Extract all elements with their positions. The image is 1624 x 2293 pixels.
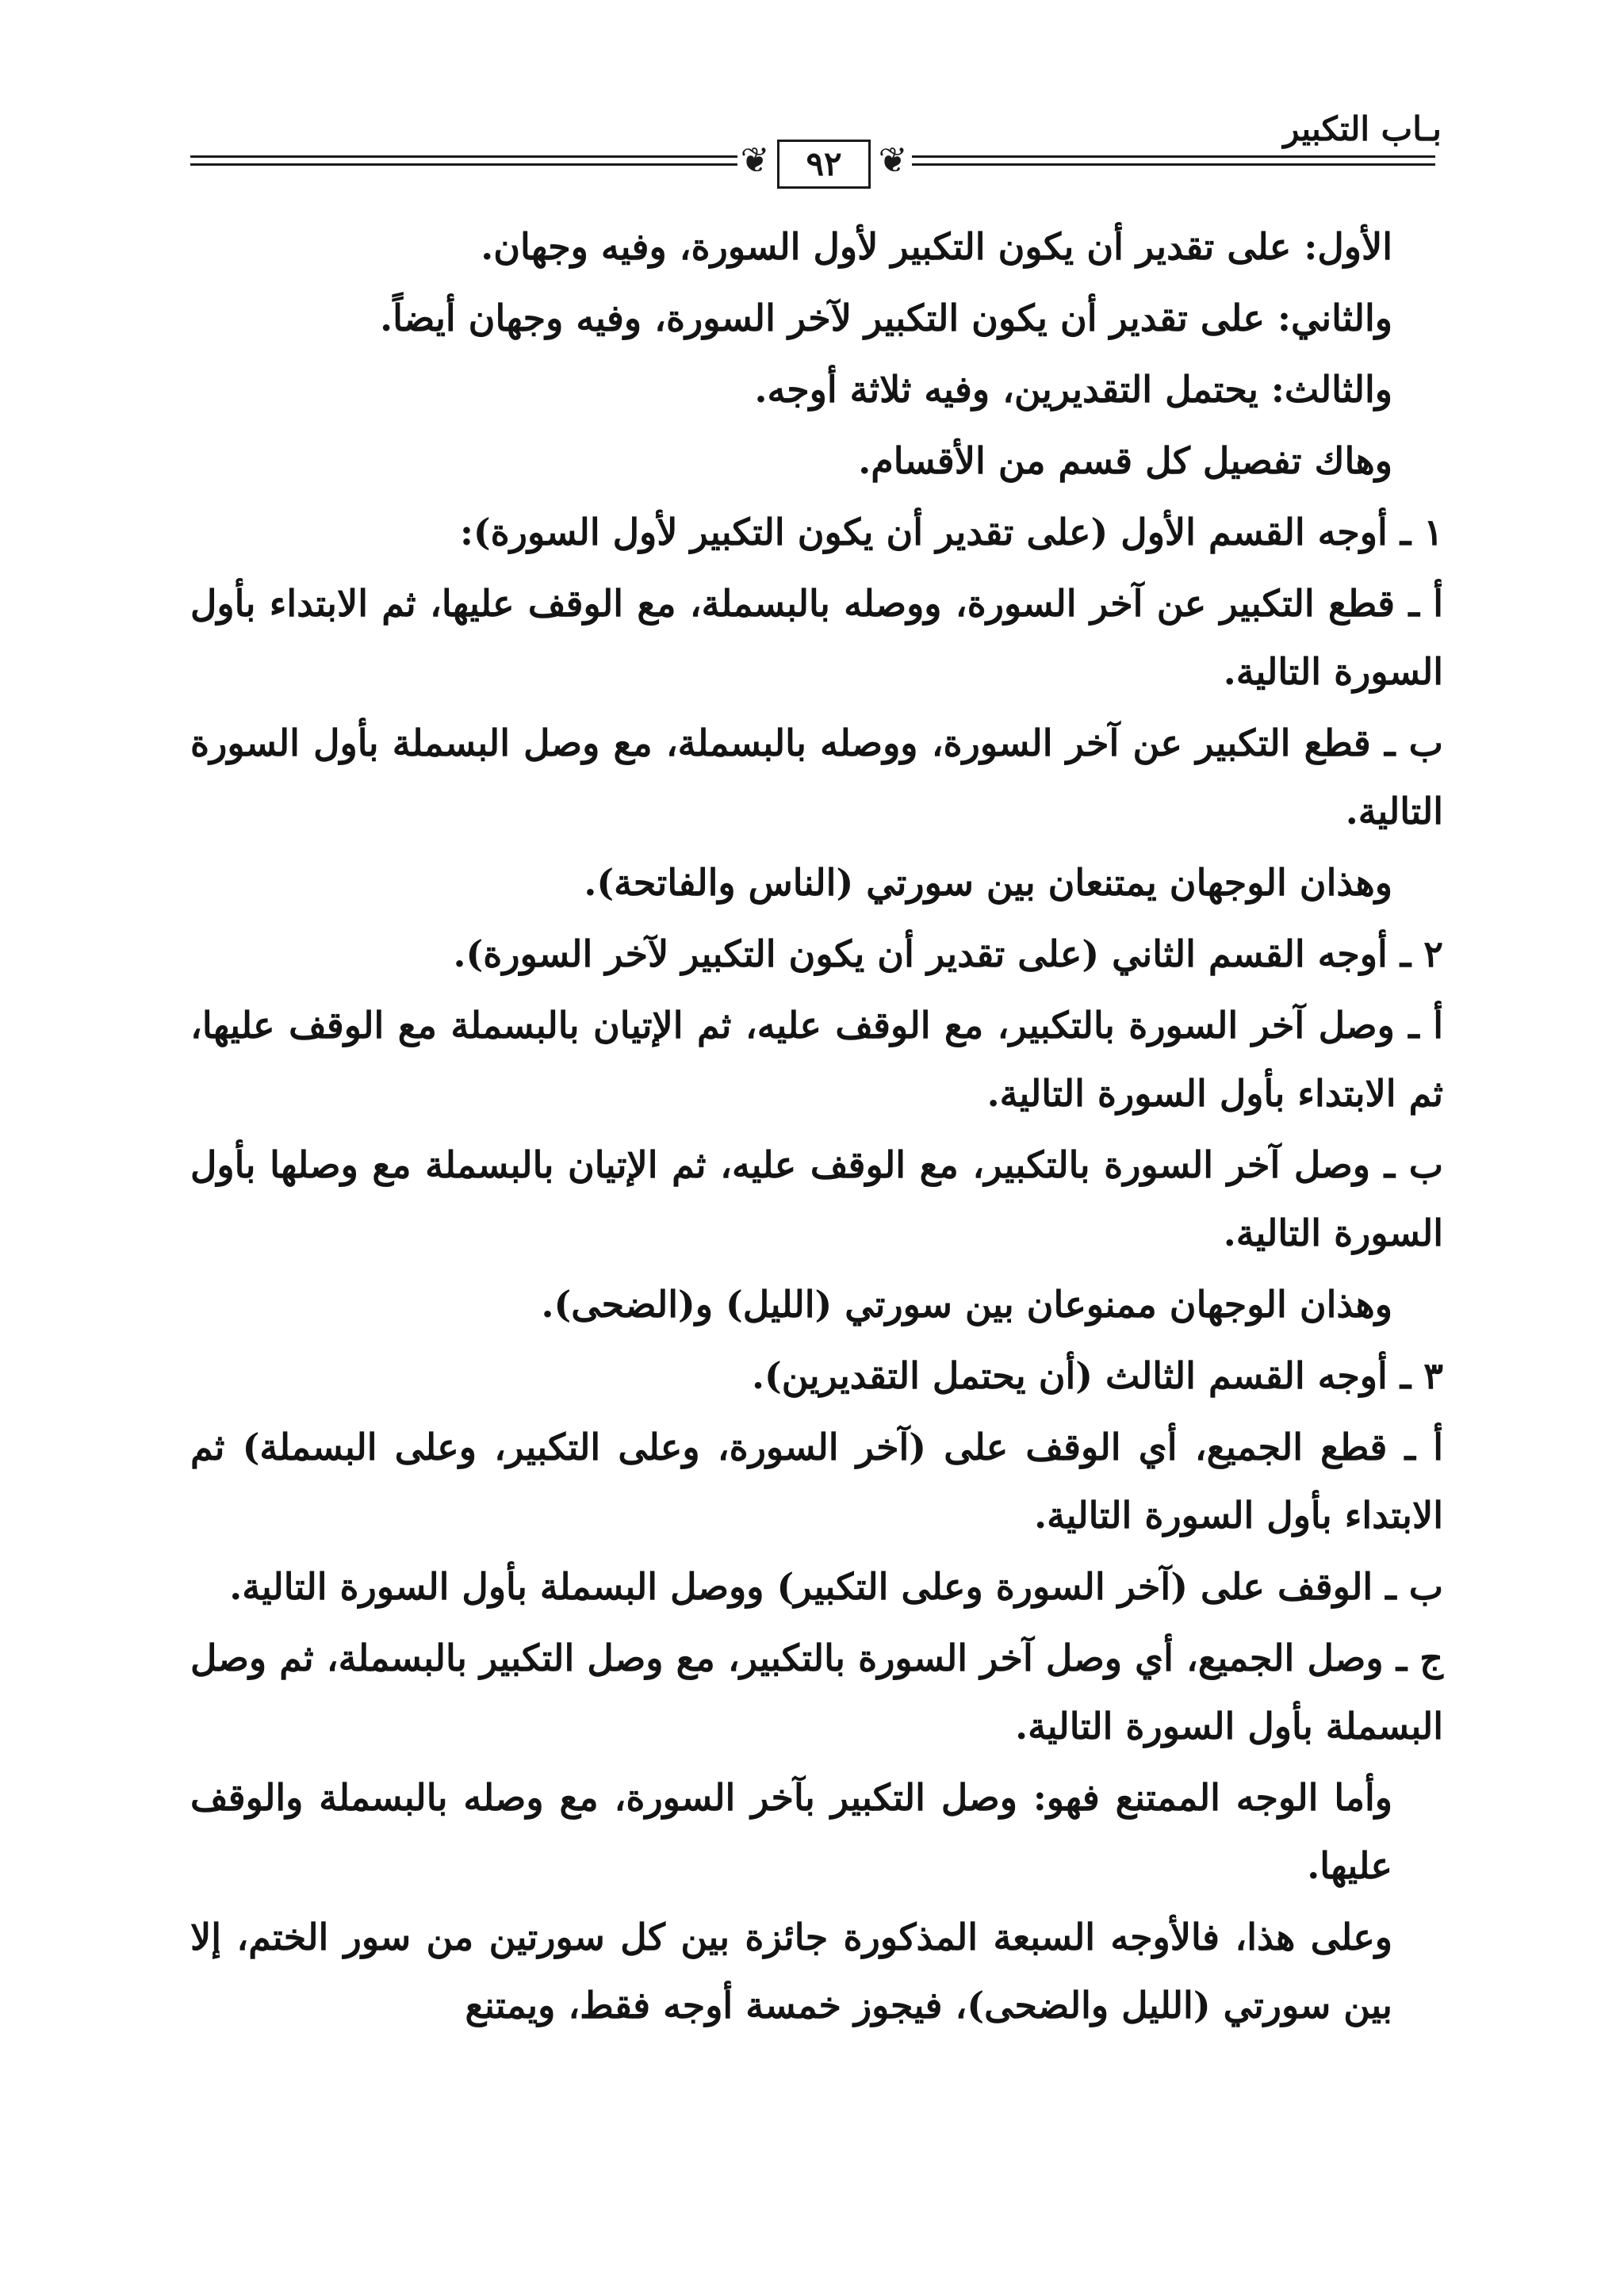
paragraph: وأما الوجه الممتنع فهو: وصل التكبير بآخر السورة، مع وصله بالبسملة والوقف عليها. [190,1776,1392,1887]
header-rule-left-top [190,155,737,158]
list-item: ج ـ وصل الجميع، أي وصل آخر السورة بالتكبير، مع وصل التكبير بالبسملة، ثم وصل البسملة بأول السورة التالية. [190,1636,1443,1748]
paragraph: وهذان الوجهان يمتنعان بين سورتي (الناس والفاتحة). [584,861,1392,904]
paragraph: والثالث: يحتمل التقديرين، وفيه ثلاثة أوجه. [754,368,1392,411]
list-item: ب ـ وصل آخر السورة بالتكبير، مع الوقف عليه، ثم الإتيان بالبسملة مع وصلها بأول السورة التالية. [190,1143,1443,1254]
list-item: أ ـ قطع الجميع، أي الوقف على (آخر السورة، وعلى التكبير، وعلى البسملة) ثم الابتداء بأول السورة التالية. [190,1426,1443,1537]
header-rule-right-top [912,155,1435,158]
paragraph: والثاني: على تقدير أن يكون التكبير لآخر السورة، وفيه وجهان أيضاً. [380,297,1392,339]
ornament-left-icon: ❦ [740,140,770,181]
list-item: ب ـ الوقف على (آخر السورة وعلى التكبير) ووصل البسملة بأول السورة التالية. [229,1565,1443,1608]
header-rule-left-bottom [190,163,737,166]
page-number: ٩٢ [777,140,871,189]
list-item: أ ـ وصل آخر السورة بالتكبير، مع الوقف عليه، ثم الإتيان بالبسملة مع الوقف عليها، ثم الابتداء بأول السورة التالية. [190,1004,1443,1115]
paragraph: وهاك تفصيل كل قسم من الأقسام. [858,439,1392,482]
ornament-right-icon: ❦ [878,140,908,181]
section-heading: ١ ـ أوجه القسم الأول (على تقدير أن يكون التكبير لأول السورة): [459,511,1443,553]
section-heading: ٢ ـ أوجه القسم الثاني (على تقدير أن يكون التكبير لآخر السورة). [453,932,1443,975]
paragraph: وعلى هذا، فالأوجه السبعة المذكورة جائزة بين كل سورتين من سور الختم، إلا بين سورتي (الليل والضحى)، فيجوز خمسة أوجه فقط، ويمتنع [190,1916,1392,2027]
paragraph: الأول: على تقدير أن يكون التكبير لأول السورة، وفيه وجهان. [481,225,1392,268]
paragraph: وهذان الوجهان ممنوعان بين سورتي (الليل) و(الضحى). [541,1283,1392,1326]
header-rule-right-bottom [912,163,1435,166]
section-heading: ٣ ـ أوجه القسم الثالث (أن يحتمل التقديرين). [752,1354,1443,1397]
running-title: بـاب التكبير [1283,109,1442,148]
list-item: أ ـ قطع التكبير عن آخر السورة، ووصله بالبسملة، مع الوقف عليها، ثم الابتداء بأول السورة التالية. [190,582,1444,693]
list-item: ب ـ قطع التكبير عن آخر السورة، ووصله بالبسملة، مع وصل البسملة بأول السورة التالية. [190,722,1443,833]
body-text [190,212,1443,2042]
